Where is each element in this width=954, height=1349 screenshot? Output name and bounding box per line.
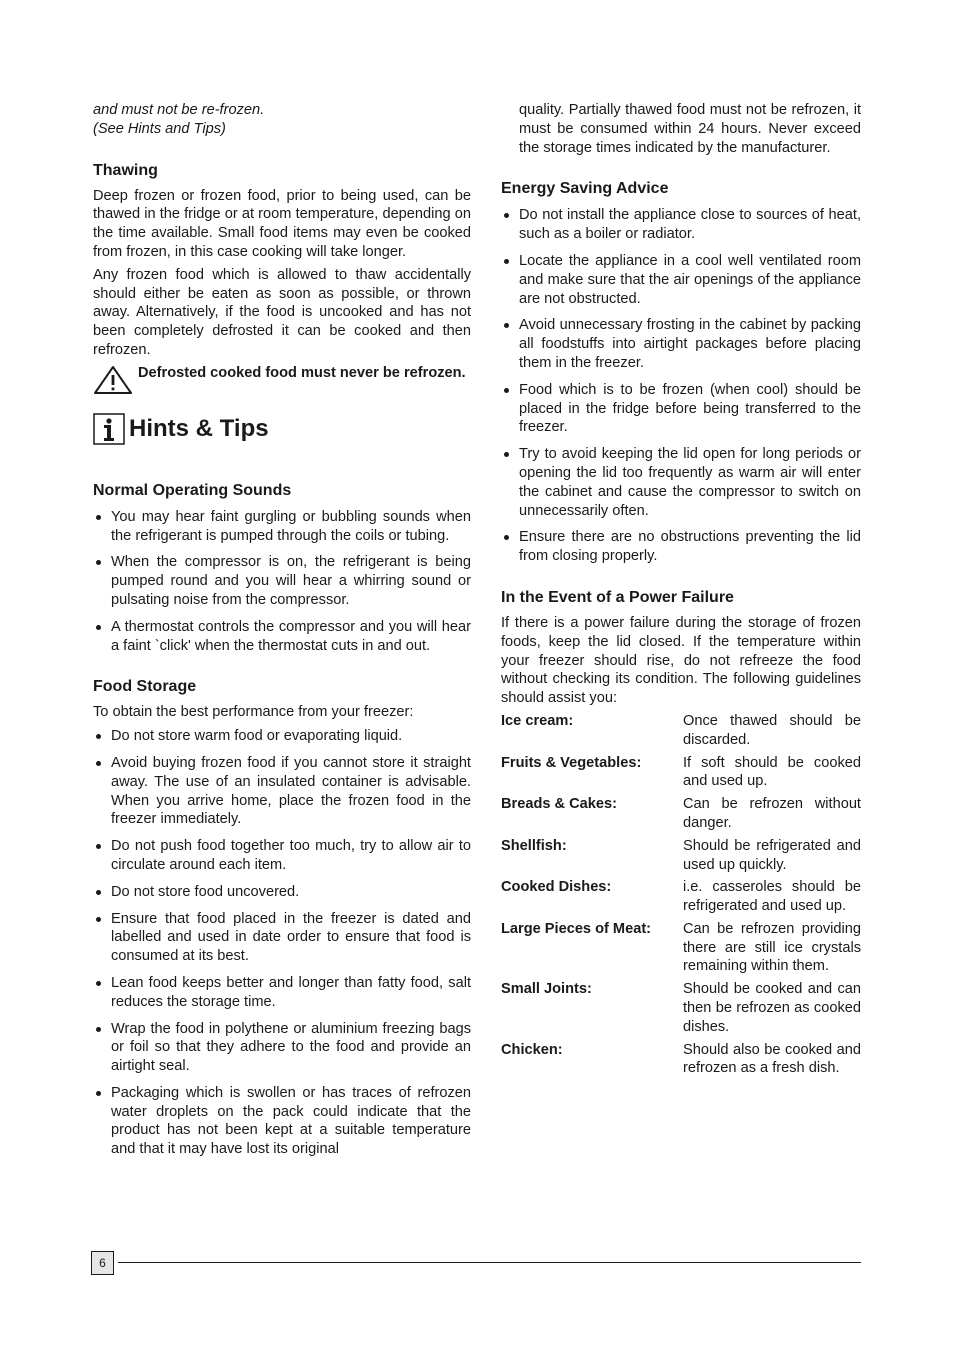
info-icon [93,413,125,445]
warning-text: Defrosted cooked food must never be refrozen. [138,364,466,381]
warning-notice [93,364,471,395]
storage-list [93,727,471,1159]
right-column [501,101,861,1078]
sounds-list [93,508,471,656]
warning-triangle-icon [93,365,133,395]
intro-line-1: and must not be re-frozen. [93,102,265,118]
guideline-advice: If soft should be cooked and used up. [683,754,861,790]
guideline-row [501,980,861,1036]
guideline-food: Ice cream: [501,712,574,729]
energy-heading: Energy Saving Advice [501,180,669,198]
sounds-heading: Normal Operating Sounds [93,481,292,499]
guideline-advice: Should also be cooked and refrozen as a fresh dish. [683,1041,861,1077]
list-item: Wrap the food in polythene or aluminium freezing bags or foil so that they adhere to the food and provide an airtight seal. [93,1020,471,1076]
guideline-advice: Should be cooked and can then be refrozen as cooked dishes. [683,981,861,1035]
power-intro: If there is a power failure during the storage of frozen foods, keep the lid closed. If the temperature within your freezer should rise, do not refreeze the food without checking its condition. The following guidelines should assist you: [501,614,861,707]
storage-heading: Food Storage [93,678,197,696]
hints-tips-title [93,413,471,445]
guideline-row [501,712,861,750]
list-item: Do not store warm food or evaporating liquid. [93,727,471,746]
guideline-food: Shellfish: [501,837,567,854]
guideline-food: Large Pieces of Meat: [501,920,652,937]
guideline-advice: Can be refrozen providing there are still ice crystals remaining within them. [683,920,861,975]
storage-intro: To obtain the best performance from your freezer: [93,704,414,721]
guideline-advice: i.e. casseroles should be refrigerated and used up. [683,879,861,915]
list-item: Do not install the appliance close to sources of heat, such as a boiler or radiator. [501,206,861,244]
guideline-food: Breads & Cakes: [501,796,617,813]
list-item: Do not push food together too much, try to allow air to circulate around each item. [93,837,471,875]
list-item: Try to avoid keeping the lid open for long periods or opening the lid too frequently as warm air will enter the cabinet and cause the compressor to switch on unnecessarily often. [501,445,861,520]
list-item: Food which is to be frozen (when cool) should be placed in the fridge before being transferred to the freezer. [501,381,861,437]
guideline-row [501,795,861,833]
guideline-row [501,754,861,792]
hints-tips-heading: Hints & Tips [129,414,269,442]
guideline-advice: Once thawed should be discarded. [683,712,861,748]
storage-continuation: quality. Partially thawed food must not be refrozen, it must be consumed within 24 hours. Never exceed the storage times indicated by the manufacturer. [519,102,861,156]
guideline-food: Chicken: [501,1041,563,1058]
thawing-paragraph-2: Any frozen food which is allowed to thaw accidentally should either be eaten as soon as possible, or thrown away. Alternatively, if the food is uncooked and has not been completely defrosted it can be cooked and then refrozen. [93,266,471,358]
list-item: Avoid unnecessary frosting in the cabinet by packing all foodstuffs into airtight packages before placing them in the freezer. [501,316,861,372]
guidelines-table [501,712,861,1078]
intro-line-2: (See Hints and Tips) [93,120,226,137]
guideline-food: Fruits & Vegetables: [501,754,642,771]
guideline-row [501,920,861,976]
list-item: When the compressor is on, the refrigerant is being pumped round and you will hear a whirring sound or pulsating noise from the compressor. [93,553,471,609]
guideline-row [501,837,861,875]
left-column [93,101,471,1159]
guideline-row [501,1041,861,1079]
guideline-row [501,878,861,916]
footer-divider [118,1262,861,1263]
list-item: You may hear faint gurgling or bubbling sounds when the refrigerant is pumped through the coils or tubing. [93,508,471,546]
list-item: Avoid buying frozen food if you cannot store it straight away. The use of an insulated container is advisable. When you arrive home, place the frozen food in the freezer immediately. [93,754,471,829]
guideline-advice: Can be refrozen without danger. [683,796,861,831]
guideline-advice: Should be refrigerated and used up quickly. [683,837,861,873]
guideline-food: Cooked Dishes: [501,879,612,896]
guideline-food: Small Joints: [501,981,592,998]
page-number: 6 [91,1251,114,1275]
list-item: A thermostat controls the compressor and you will hear a faint `click' when the thermostat cuts in and out. [93,618,471,656]
list-item: Ensure that food placed in the freezer is dated and labelled and used in date order to ensure that food is consumed at its best. [93,910,471,966]
list-item: Locate the appliance in a cool well ventilated room and make sure that the air openings of the appliance are not obstructed. [501,252,861,308]
list-item: Packaging which is swollen or has traces of refrozen water droplets on the pack could indicate that the product has not been kept at a suitable temperature and that it may have lost its original [93,1084,471,1159]
list-item: Do not store food uncovered. [93,883,471,902]
power-heading: In the Event of a Power Failure [501,588,734,606]
list-item: Ensure there are no obstructions preventing the lid from closing properly. [501,528,861,566]
thawing-paragraph-1: Deep frozen or frozen food, prior to being used, can be thawed in the fridge or at room temperature, depending on the time available. Small food items may even be cooked from frozen, in this case cooking will take longer. [93,187,471,260]
list-item: Lean food keeps better and longer than fatty food, salt reduces the storage time. [93,974,471,1012]
thawing-heading: Thawing [93,161,158,179]
energy-list [501,206,861,566]
